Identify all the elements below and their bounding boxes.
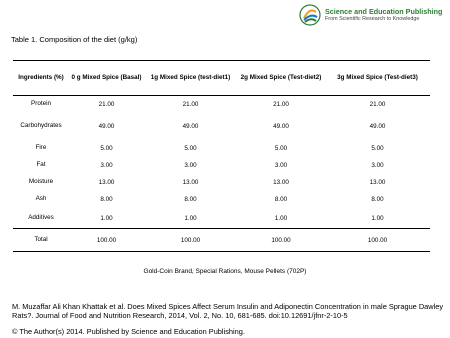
table-row [13, 113, 430, 140]
table-cell: 5.00 [100, 145, 113, 152]
header-ingredients: Ingredients (%) [13, 61, 69, 96]
table-cell: 8.00 [274, 196, 288, 203]
table-cell: 1.00 [100, 214, 113, 222]
header-test-diet3: 3g Mixed Spice (Test-diet3) [325, 61, 430, 96]
row-label: Fire [35, 144, 47, 152]
publisher-tagline: From Scientific Research to Knowledge [325, 16, 420, 23]
table-cell: 13.00 [273, 179, 289, 186]
header-test-diet1: 1g Mixed Spice (test-diet1) [144, 61, 237, 96]
row-label: Protein [31, 100, 51, 108]
table-cell: 3.00 [184, 162, 197, 169]
table-footnote: Gold-Coin Brand, Special Rations, Mouse Pellets (702P) [143, 268, 307, 275]
table-cell: 8.00 [100, 196, 113, 203]
table-cell: 5.00 [184, 145, 197, 152]
table-cell: 13.00 [182, 179, 199, 186]
table-cell: 49.00 [273, 123, 289, 130]
table-row [13, 140, 430, 157]
row-label: Ash [35, 195, 47, 203]
table-cell: 5.00 [274, 145, 288, 152]
table-cell: 5.00 [371, 145, 384, 152]
row-label: Fat [36, 161, 46, 169]
table-row [13, 96, 430, 114]
table-cell: 3.00 [274, 162, 288, 169]
table-row [13, 191, 430, 208]
publisher-name: Science and Education Publishing [325, 6, 443, 16]
table-cell: 8.00 [184, 196, 197, 203]
table-cell: 100.00 [237, 229, 325, 252]
table-cell: 13.00 [98, 179, 115, 186]
table-cell: 8.00 [371, 196, 384, 203]
copyright-notice: © The Author(s) 2014. Published by Science and Education Publishing. [12, 327, 245, 336]
table-row [13, 157, 430, 174]
table-cell: 49.00 [182, 123, 199, 130]
table-cell: 21.00 [369, 101, 386, 108]
table-header-row [13, 61, 430, 96]
header-test-diet2: 2g Mixed Spice (Test-diet2) [237, 61, 325, 96]
table-total-row [13, 229, 430, 252]
citation: M. Muzaffar Ali Khan Khattak et al. Does Mixed Spices Affect Serum Insulin and Adiponectin Concentration in male Sprague Dawley Rats?. Journal of Food and Nutrition Research, 2014, Vol. 2, No. 10, 681-685. doi:10.12691/jfnr-2-10-5 [12, 302, 444, 321]
table-cell: 49.00 [369, 123, 386, 130]
table-cell: 21.00 [98, 101, 115, 108]
diet-composition-table [13, 60, 430, 252]
table-cell: 100.00 [144, 229, 237, 252]
table-cell: 21.00 [273, 101, 289, 108]
table-cell: 3.00 [371, 162, 384, 169]
table-cell: 100.00 [325, 229, 430, 252]
table-row [13, 208, 430, 229]
publisher-emblem-icon [299, 4, 321, 26]
table-cell: 100.00 [69, 229, 144, 252]
header-basal: 0 g Mixed Spice (Basal) [69, 61, 144, 96]
total-label: Total [13, 229, 69, 252]
table-cell: 1.00 [371, 214, 384, 222]
publisher-logo [299, 2, 449, 28]
table-cell: 21.00 [182, 101, 199, 108]
table-row [13, 174, 430, 191]
table-title: Table 1. Composition of the diet (g/kg) [11, 35, 138, 44]
table-cell: 1.00 [184, 214, 197, 222]
row-label: Carbohydrates [20, 122, 62, 130]
table-cell: 13.00 [369, 179, 386, 186]
table-cell: 49.00 [98, 123, 115, 130]
table-cell: 3.00 [100, 162, 113, 169]
row-label: Additives [28, 213, 54, 221]
table-cell: 1.00 [274, 214, 288, 222]
row-label: Moisture [28, 178, 54, 186]
